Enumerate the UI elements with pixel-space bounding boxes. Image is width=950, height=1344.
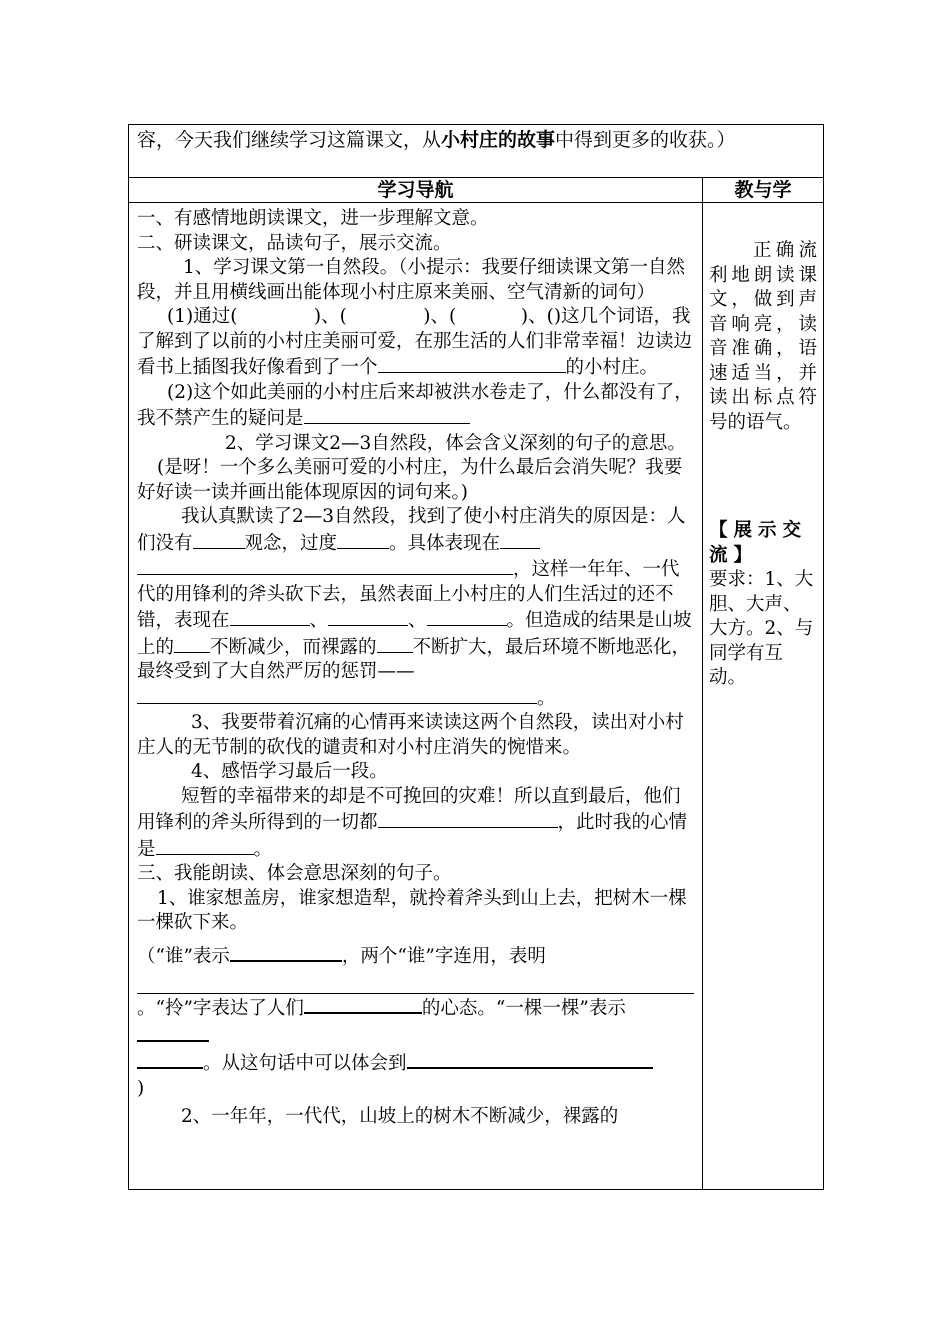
- step-2: 二、研读课文，品读句子，展示交流。: [137, 232, 452, 254]
- sentence-2: 2、一年年，一代代，山坡上的树木不断减少，裸露的: [181, 1106, 619, 1127]
- task-2-hint: (是呀！一个多么美丽可爱的小村庄，为什么最后会消失呢？我要好好读一读并画出能体现原因的词句来。): [137, 457, 683, 503]
- answer-blank[interactable]: [304, 405, 470, 424]
- answer-blank[interactable]: [377, 634, 413, 653]
- sentence-1-q-line2: [137, 994, 694, 1049]
- step-3: 三、我能朗读、体会意思深刻的句子。: [137, 863, 452, 884]
- task-4-answer: [137, 785, 694, 863]
- s1-text-b: ，两个“谁”字连用，表明: [341, 945, 546, 967]
- q1-text-e: )这几个词语，我了解到了以前的小村庄美丽可爱，在那生活的人们非常幸福！边读边看书上插图我好像看到了一个: [137, 306, 693, 378]
- t2-text-j: 。: [537, 687, 556, 709]
- blank[interactable]: [456, 306, 521, 327]
- header-teach-learn: 教与学: [703, 178, 824, 203]
- t4-text-a: 短暂的幸福带来的却是不可挽回的灾难！所以直到最后，他们用锋利的斧头所得到的一切都: [137, 785, 681, 833]
- intro-row: [129, 125, 824, 178]
- answer-blank[interactable]: [500, 530, 540, 549]
- t2-text-a: 我认真默读了2—3自然段，找到了使小村庄消失的原因是：人们没有: [137, 506, 686, 554]
- t4-text-b: ，此时我的心情是: [137, 812, 688, 860]
- sentence-1: 1、谁家想盖房，谁家想造犁，就拎着斧头到山上去，把树木一棵一棵砍下来。: [137, 887, 687, 933]
- blank[interactable]: [237, 306, 313, 327]
- s1-text-e: 。从这句话中可以体会到: [203, 1053, 407, 1074]
- answer-blank[interactable]: [174, 634, 210, 653]
- answer-blank[interactable]: [230, 607, 310, 626]
- answer-blank[interactable]: [137, 556, 513, 575]
- intro-cell: [129, 125, 824, 178]
- task-1-q2: [137, 381, 694, 432]
- answer-blank[interactable]: [427, 607, 507, 626]
- answer-blank[interactable]: [137, 1049, 203, 1069]
- blank[interactable]: [347, 306, 423, 327]
- t2-text-h: 不断减少，而裸露的: [210, 636, 377, 658]
- study-guide-cell: [129, 203, 703, 1190]
- t2-text-c: 。具体表现在: [389, 532, 501, 554]
- answer-blank[interactable]: [193, 530, 245, 549]
- task-1: 1、学习课文第一自然段。（小提示：我要仔细读课文第一自然段，并且用横线画出能体现小村庄原来美丽、空气清新的词句）: [137, 257, 686, 303]
- t2-text-b: 观念，过度: [244, 532, 338, 554]
- reading-requirement: 正确流利地朗读课文，做到声音响亮，读音准确，语速适当，并读出标点符号的语气。: [709, 240, 818, 433]
- task-1-q1: [137, 305, 694, 381]
- task-2: 2、学习课文2—3自然段，体会含义深刻的句子的意思。: [225, 432, 686, 454]
- teach-learn-cell: [703, 203, 824, 1190]
- t2-text-g: 。但造成的结果是山坡上的: [137, 610, 692, 658]
- answer-blank[interactable]: [137, 685, 537, 704]
- t2-text-e: 、: [309, 610, 329, 631]
- answer-blank[interactable]: [328, 607, 408, 626]
- intro-text-before: 容，今天我们继续学习这篇课文，从: [137, 129, 442, 151]
- answer-blank[interactable]: [337, 530, 389, 549]
- task-4: 4、感悟学习最后一段。: [191, 761, 388, 782]
- q1-text-a: (1)通过(: [167, 306, 238, 327]
- sentence-1-q-line1: [137, 942, 694, 970]
- answer-blank[interactable]: [137, 1022, 209, 1042]
- task-2-answer: [137, 505, 694, 711]
- answer-blank[interactable]: [378, 809, 528, 828]
- header-row: [129, 178, 824, 203]
- answer-blank[interactable]: [156, 836, 254, 855]
- t2-text-i: 不断扩大，最后环境不断地恶化，最终受到了大自然严厉的惩罚——: [137, 636, 691, 682]
- q1-text-b: )、(: [313, 306, 347, 327]
- s1-text-d: 的心态。“一棵一棵”表示: [421, 998, 626, 1019]
- lesson-table: [128, 124, 824, 1190]
- share-requirement: 要求：1、大胆、大声、大方。2、与同学有互动。: [709, 569, 814, 688]
- answer-blank[interactable]: [407, 1049, 653, 1069]
- t2-text-f: 、: [408, 610, 427, 631]
- s1-text-a: （“谁”表示: [137, 945, 230, 967]
- answer-line[interactable]: [137, 975, 694, 994]
- q1-text-d: )、(: [520, 306, 554, 327]
- sentence-1-q-line3: [137, 1049, 694, 1077]
- sentence-1-q-end: ): [137, 1077, 145, 1099]
- s1-text-c: 。“拎”字表达了人们: [137, 998, 304, 1019]
- answer-blank[interactable]: [230, 942, 342, 962]
- q1-text-f: 的小村庄。: [565, 357, 659, 378]
- t4-text-c: 。: [253, 838, 273, 860]
- t2-text-d: ，这样一年年、一代代的用锋利的斧头砍下去，虽然表面上小村庄的人们生活过的还不错，表现在: [137, 559, 680, 631]
- answer-blank[interactable]: [378, 354, 566, 373]
- intro-bold-title: 小村庄的故事: [441, 129, 556, 151]
- q1-text-c: )、(: [423, 306, 457, 327]
- answer-blank[interactable]: [304, 994, 422, 1014]
- intro-text-after: 中得到更多的收获。）: [555, 129, 736, 151]
- task-3: 3、我要带着沉痛的心情再来读读这两个自然段，读出对小村庄人的无节制的砍伐的谴责和对小村庄消失的惋惜来。: [137, 712, 684, 758]
- share-title: 【展示交流】: [709, 520, 808, 566]
- step-1: 一、有感情地朗读课文，进一步理解文意。: [137, 208, 489, 229]
- q2-text: (2)这个如此美丽的小村庄后来却被洪水卷走了，什么都没有了，我不禁产生的疑问是: [137, 381, 693, 429]
- header-study-guide: 学习导航: [129, 178, 703, 203]
- answer-blank[interactable]: [528, 809, 558, 828]
- content-row: [129, 203, 824, 1190]
